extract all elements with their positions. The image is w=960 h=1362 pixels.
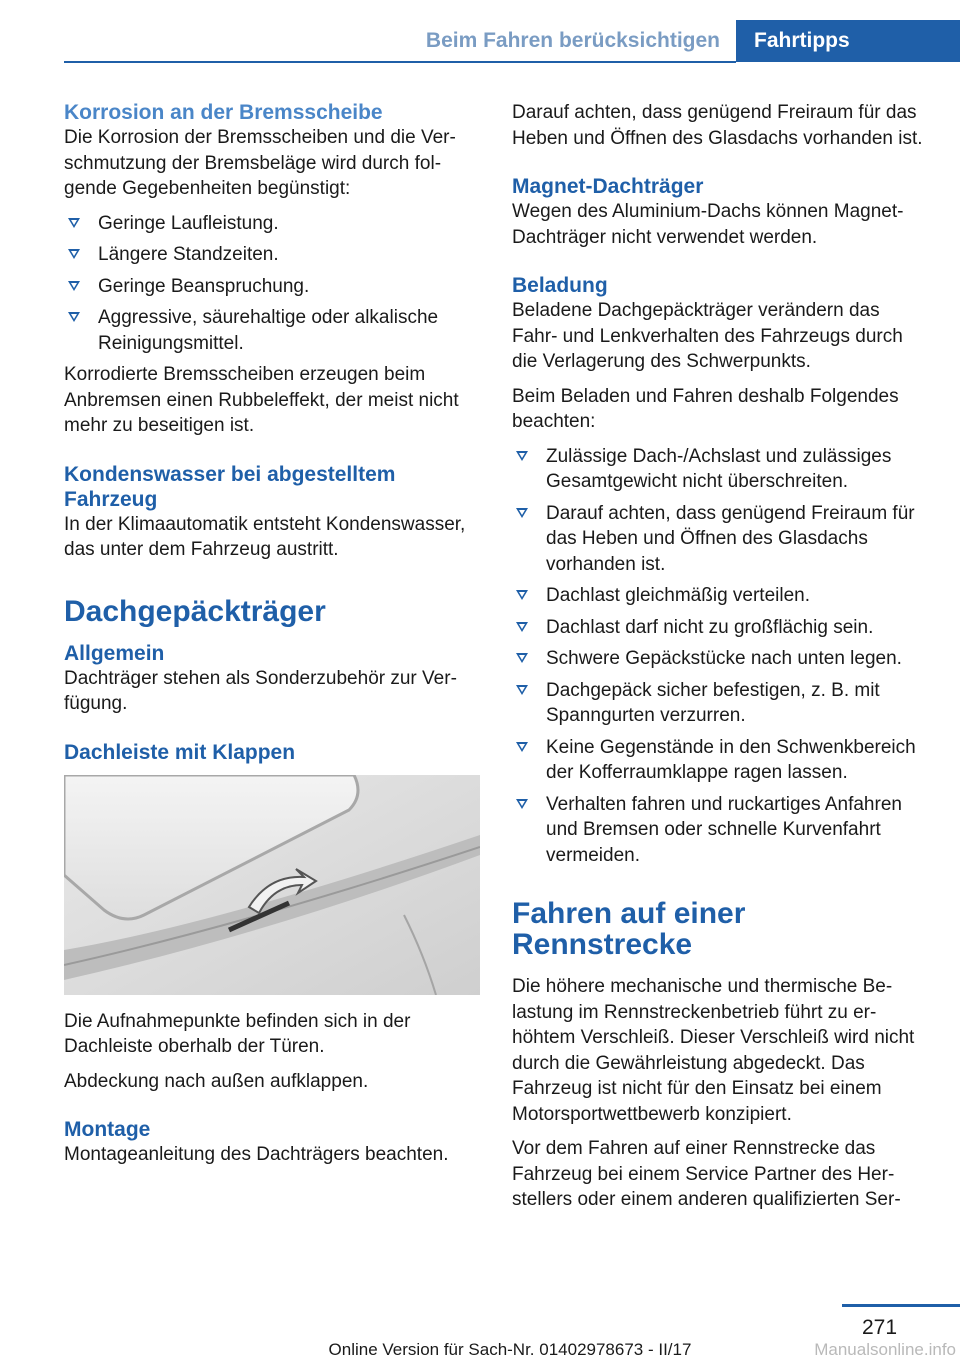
triangle-bullet-icon (516, 799, 528, 809)
triangle-bullet-icon (516, 742, 528, 752)
list-item: Dachlast gleichmäßig verteilen. (512, 583, 930, 609)
triangle-bullet-icon (516, 590, 528, 600)
section-tab-label: Fahrtipps (754, 29, 850, 52)
list-item: Zulässige Dach-/Achslast und zulässiges Gesamtgewicht nicht überschreiten. (512, 444, 930, 495)
list-item: Schwere Gepäckstücke nach unten legen. (512, 646, 930, 672)
triangle-bullet-icon (516, 653, 528, 663)
heading-rennstrecke: Fahren auf einer Rennstrecke (512, 897, 746, 961)
triangle-bullet-icon (516, 622, 528, 632)
list-item: Dachlast darf nicht zu großflächig sein. (512, 615, 930, 641)
page-number: 271 (862, 1316, 898, 1339)
paragraph-beladung-1: Beladene Dachgepäckträger verändern das Fahr- und Lenkverhalten des Fahrzeugs durch die Verlagerung des Schwerpunkts. (512, 300, 903, 372)
online-version-note: Online Version für Sach-Nr. 01402978673 - II/17 (328, 1340, 692, 1359)
heading-beladung: Beladung (512, 274, 608, 297)
heading-dachleiste: Dachleiste mit Klappen (64, 740, 296, 764)
heading-kondenswasser: Kondenswasser bei abgestelltem Fahrzeug (64, 462, 396, 511)
section-tab (736, 20, 960, 62)
triangle-bullet-icon (68, 218, 80, 228)
list-item: Geringe Laufleistung. (64, 211, 482, 237)
paragraph-korrosion-outro: Korrodierte Bremsscheiben erzeugen beim Anbremsen einen Rubbeleffekt, der meist nicht mehr zu beseitigen ist. (64, 364, 459, 436)
list-item: Geringe Beanspruchung. (64, 274, 482, 300)
header-divider (64, 61, 736, 63)
list-item: Dachgepäck sicher befestigen, z. B. mit Spanngurten verzurren. (512, 678, 930, 729)
list-korrosion (64, 211, 482, 357)
triangle-bullet-icon (68, 312, 80, 322)
list-item: Verhalten fahren und ruckartiges Anfahren und Bremsen oder schnelle Kurvenfahrt vermeiden. (512, 792, 930, 869)
paragraph-korrosion-intro: Die Korrosion der Bremsscheiben und die Verschmutzung der Bremsbeläge wird durch folgende Gegebenheiten begünstigt: (64, 127, 456, 199)
heading-montage: Montage (64, 1118, 151, 1141)
list-item: Aggressive, säurehaltige oder alkalische Reinigungsmittel. (64, 305, 482, 356)
paragraph-rennstrecke-1: Die höhere mechanische und thermische Belastung im Rennstreckenbetrieb führt zu erhöhtem Verschleiß. Dieser Verschleiß wird nicht durch die Gewährleistung abgedeckt. Das Fahrzeug ist nicht für den Einsatz bei einem Motorsportwettbewerb konzipiert. (512, 976, 915, 1125)
paragraph-montage: Montageanleitung des Dachträgers beachten. (64, 1144, 449, 1165)
paragraph-allgemein: Dachträger stehen als Sonderzubehör zur Verfügung. (64, 667, 457, 714)
paragraph-kondenswasser: In der Klimaautomatik entsteht Kondenswasser, das unter dem Fahrzeug austritt. (64, 513, 466, 560)
left-column (64, 100, 482, 1177)
triangle-bullet-icon (516, 451, 528, 461)
paragraph-magnet: Wegen des Aluminium-Dachs können Magnet-Dachträger nicht verwendet werden. (512, 201, 904, 248)
heading-dachgepaecktraeger: Dachgepäckträger (64, 594, 326, 628)
list-beladung (512, 444, 930, 869)
roof-rail-flap-figure (64, 775, 480, 995)
paragraph-beladung-2: Beim Beladen und Fahren deshalb Folgendes beachten: (512, 385, 899, 432)
footer-divider (842, 1304, 960, 1307)
right-column (512, 100, 930, 1222)
list-item: Keine Gegenstände in den Schwenkbereich der Kofferraumklappe ragen lassen. (512, 735, 930, 786)
heading-korrosion: Korrosion an der Bremsscheibe (64, 101, 383, 124)
paragraph-aufnahmepunkte: Die Aufnahmepunkte befinden sich in der Dachleiste oberhalb der Türen. (64, 1010, 411, 1057)
heading-allgemein: Allgemein (64, 641, 165, 665)
triangle-bullet-icon (68, 249, 80, 259)
watermark: Manualsonline.info (814, 1340, 956, 1359)
triangle-bullet-icon (516, 685, 528, 695)
paragraph-abdeckung: Abdeckung nach außen aufklappen. (64, 1070, 369, 1092)
triangle-bullet-icon (516, 508, 528, 518)
paragraph-rennstrecke-2: Vor dem Fahren auf einer Rennstrecke das Fahrzeug bei einem Service Partner des Herstellers oder einem anderen qualifizierten Ser- (512, 1138, 901, 1210)
breadcrumb: Beim Fahren berücksichtigen (425, 29, 720, 52)
list-item: Darauf achten, dass genügend Freiraum für das Heben und Öffnen des Glasdachs vorhanden ist. (512, 501, 930, 578)
triangle-bullet-icon (68, 281, 80, 291)
heading-magnet-dachtraeger: Magnet-Dachträger (512, 175, 704, 198)
paragraph-freiraum: Darauf achten, dass genügend Freiraum für das Heben und Öffnen des Glasdachs vorhanden ist. (512, 102, 923, 149)
list-item: Längere Standzeiten. (64, 242, 482, 268)
